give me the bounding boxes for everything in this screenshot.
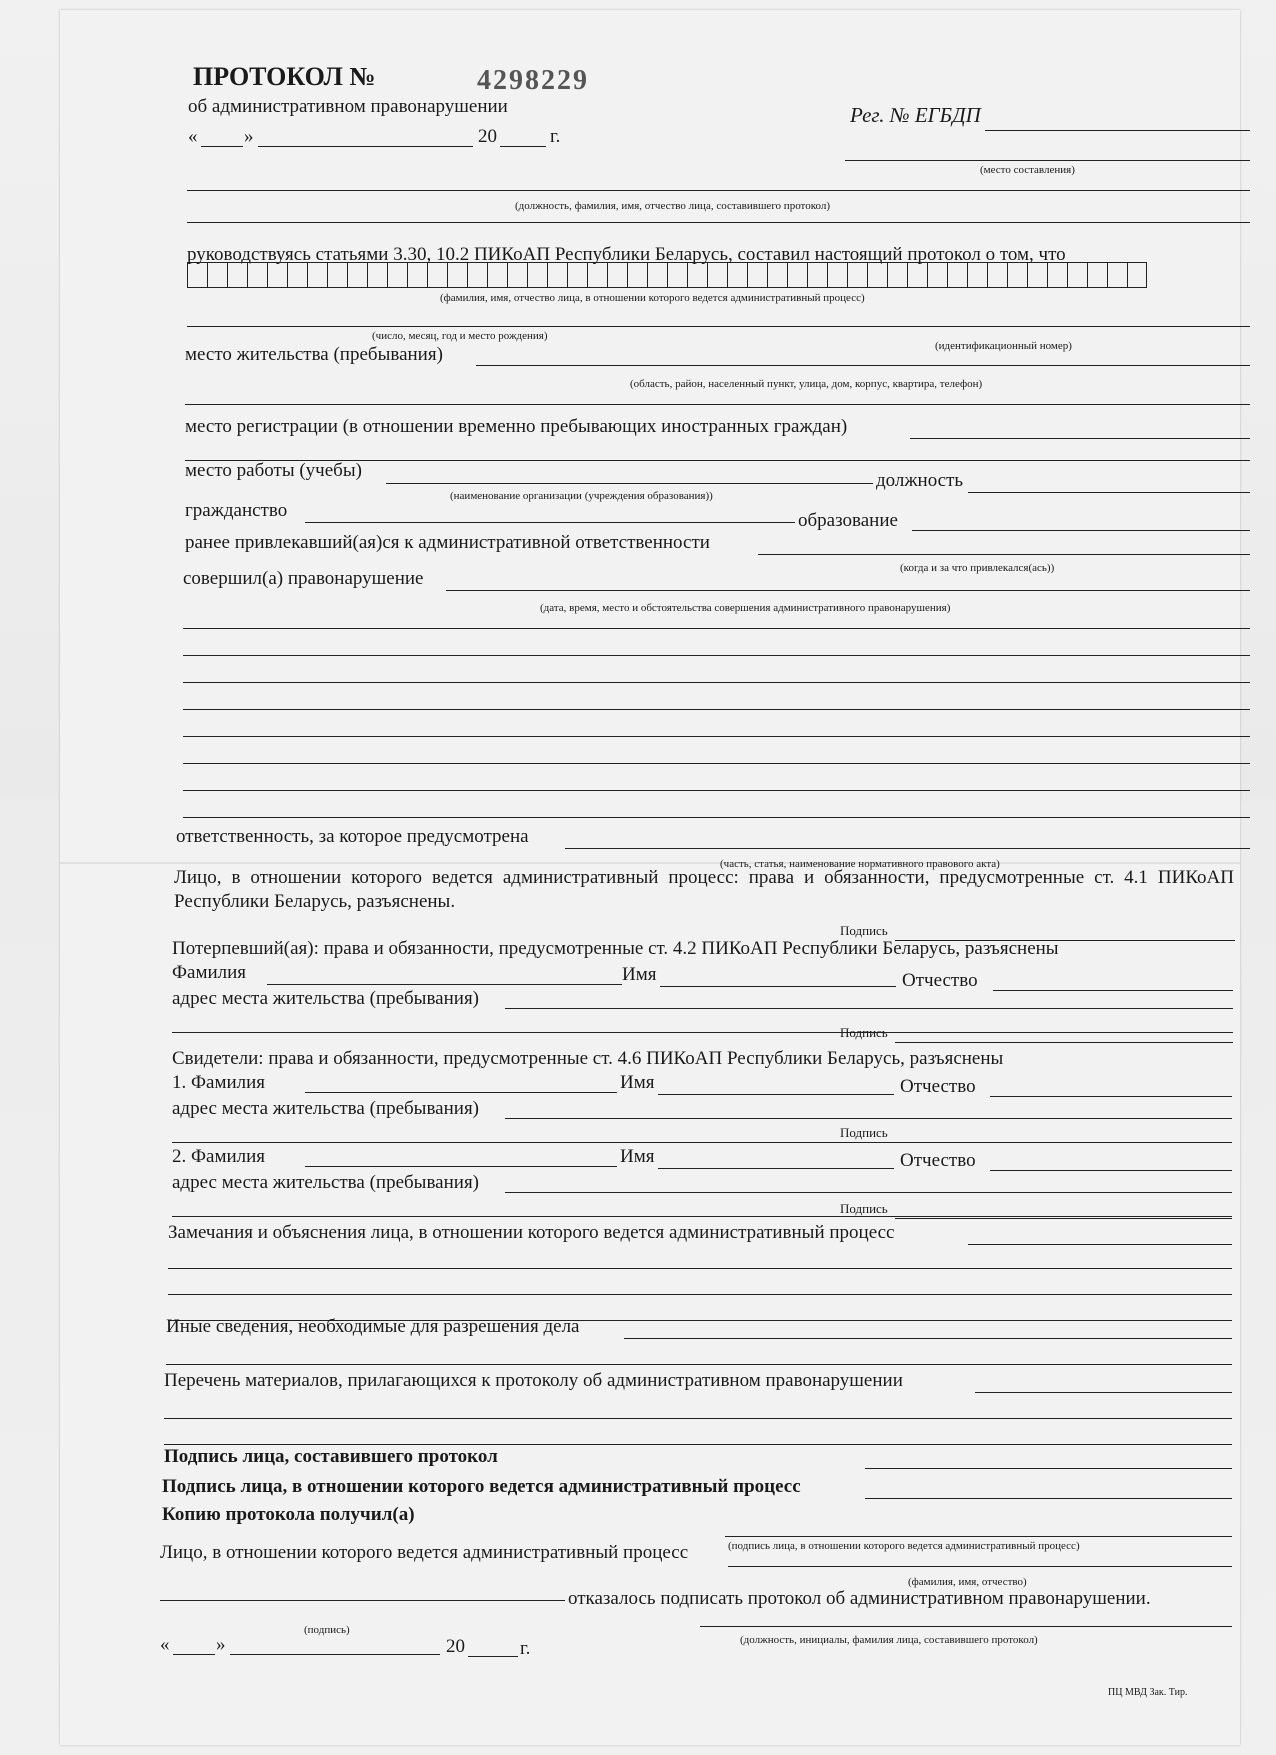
reg-number-line[interactable] (985, 130, 1250, 131)
responsibility-line[interactable] (565, 848, 1250, 849)
official-caption: (должность, фамилия, имя, отчество лица, составившего протокол) (515, 200, 830, 212)
date-open-quote: « (188, 126, 198, 147)
materials-line[interactable] (975, 1392, 1232, 1393)
sign-official-label: Подпись лица, составившего протокол (164, 1446, 498, 1467)
education-line[interactable] (912, 530, 1250, 531)
remarks-line-3[interactable] (168, 1294, 1232, 1295)
birth-caption: (число, месяц, год и место рождения) (372, 330, 548, 342)
official-short-line[interactable] (700, 1626, 1232, 1627)
person-caption: (фамилия, имя, отчество лица, в отношении которого ведется административный процесс) (440, 292, 865, 304)
witness1-surname-label: 1. Фамилия (172, 1072, 266, 1093)
footer-code: ПЦ МВД Зак. Тир. (1108, 1687, 1188, 1698)
signature-caption-2: Подпись (840, 1025, 888, 1040)
offense-line-5[interactable] (183, 736, 1250, 737)
sign-person-label: Подпись лица, в отношении которого ведется административный процесс (162, 1476, 801, 1497)
final-date-year-prefix: 20 (446, 1636, 465, 1657)
signature-line-4[interactable] (895, 1218, 1232, 1219)
guided-by-text: руководствуясь статьями 3.30, 10.2 ПИКоАП Республики Беларусь, составил настоящий протокол о том, что (187, 244, 1066, 265)
materials-label: Перечень материалов, прилагающихся к протоколу об административном правонарушении (164, 1370, 903, 1391)
responsibility-label: ответственность, за которое предусмотрена (176, 826, 529, 847)
offense-line-8[interactable] (183, 817, 1250, 818)
witness2-name-label: Имя (620, 1146, 655, 1167)
offense-line-7[interactable] (183, 790, 1250, 791)
witness1-address-label: адрес места жительства (пребывания) (172, 1098, 480, 1119)
registration-label: место регистрации (в отношении временно пребывающих иностранных граждан) (185, 416, 848, 437)
date-year-line[interactable] (500, 146, 546, 147)
witness2-surname-line[interactable] (305, 1166, 617, 1167)
address-caption: (область, район, населенный пункт, улица, дом, корпус, квартира, телефон) (630, 378, 983, 390)
signature-line-2[interactable] (895, 1042, 1233, 1043)
signature-caption-1: Подпись (840, 923, 888, 938)
final-date-month-line[interactable] (230, 1654, 440, 1655)
sig-person-caption: (подпись лица, в отношении которого ведется административный процесс) (728, 1540, 1080, 1552)
materials-line-3[interactable] (164, 1444, 1232, 1445)
witness1-name-label: Имя (620, 1072, 655, 1093)
other-info-line-2[interactable] (166, 1364, 1232, 1365)
offense-line-2[interactable] (183, 655, 1250, 656)
date-year-prefix: 20 (478, 126, 497, 147)
person-refused-fio-line[interactable] (728, 1566, 1232, 1567)
remarks-label: Замечания и объяснения лица, в отношении которого ведется административный процесс (168, 1222, 895, 1243)
witness2-patronymic-label: Отчество (900, 1150, 976, 1171)
official-short-caption: (должность, инициалы, фамилия лица, составившего протокол) (740, 1634, 1038, 1646)
date-year-suffix: г. (550, 126, 561, 147)
witness1-patronymic-line[interactable] (990, 1096, 1232, 1097)
other-info-line[interactable] (624, 1338, 1232, 1339)
date-close-quote: » (244, 126, 254, 147)
witness2-surname-label: 2. Фамилия (172, 1146, 266, 1167)
materials-line-2[interactable] (164, 1418, 1232, 1419)
work-label: место работы (учебы) (185, 460, 362, 481)
official-line-1[interactable] (187, 190, 1250, 191)
witnesses-text: Свидетели: права и обязанности, предусмотренные ст. 4.6 ПИКоАП Республики Беларусь, разъяснены (172, 1048, 1004, 1069)
final-date-open-quote: « (160, 1634, 170, 1655)
victim-patronymic-label: Отчество (902, 970, 978, 991)
sign-person-line[interactable] (865, 1498, 1232, 1499)
remarks-line-2[interactable] (168, 1268, 1232, 1269)
witness1-patronymic-label: Отчество (900, 1076, 976, 1097)
previously-label: ранее привлекавший(ая)ся к административной ответственности (185, 532, 710, 553)
witness2-name-line[interactable] (658, 1168, 894, 1169)
copy-received-label: Копию протокола получил(а) (162, 1504, 415, 1525)
law-caption: (часть, статья, наименование нормативного правового акта) (720, 858, 1000, 870)
victim-name-line[interactable] (660, 986, 896, 987)
signature-line-3[interactable] (895, 1142, 1232, 1143)
offense-caption: (дата, время, место и обстоятельства совершения административного правонарушения) (540, 602, 951, 614)
witness1-address-line[interactable] (505, 1118, 1232, 1119)
victim-text: Потерпевший(ая): права и обязанности, предусмотренные ст. 4.2 ПИКоАП Республики Беларусь, разъяснены (172, 938, 1059, 959)
registration-line[interactable] (910, 438, 1250, 439)
protocol-number: 4298229 (477, 65, 589, 96)
when-caption: (когда и за что привлекался(ась)) (900, 562, 1055, 574)
copy-received-line[interactable] (725, 1536, 1232, 1537)
committed-label: совершил(а) правонарушение (183, 568, 424, 589)
final-date-close-quote: » (216, 1634, 226, 1655)
offense-line-4[interactable] (183, 709, 1250, 710)
rights-person-text: Лицо, в отношении которого ведется административный процесс: права и обязанности, предусмотренные ст. 4.1 ПИКоАП Республики Беларусь, разъяснены. (174, 867, 1234, 912)
refused-text: отказалось подписать протокол об административном правонарушении. (568, 1588, 1151, 1609)
work-line[interactable] (386, 483, 873, 484)
offense-line-1[interactable] (183, 628, 1250, 629)
victim-surname-line[interactable] (267, 984, 622, 985)
committed-line[interactable] (446, 590, 1250, 591)
remarks-line[interactable] (968, 1244, 1232, 1245)
witness2-address-label: адрес места жительства (пребывания) (172, 1172, 480, 1193)
person-refused-intro: Лицо, в отношении которого ведется административный процесс (160, 1542, 689, 1563)
birth-line[interactable] (187, 326, 1250, 327)
victim-address-line-2[interactable] (172, 1032, 1233, 1033)
signature-caption-3: Подпись (840, 1125, 888, 1140)
signature-lower-caption: (подпись) (304, 1624, 350, 1636)
final-date-day-line[interactable] (173, 1654, 215, 1655)
residence-line-2[interactable] (185, 404, 1250, 405)
id-caption: (идентификационный номер) (935, 340, 1072, 352)
witness1-name-line[interactable] (658, 1094, 894, 1095)
victim-name-label: Имя (622, 964, 657, 985)
victim-surname-label: Фамилия (172, 962, 247, 983)
final-date-year-suffix: г. (520, 1638, 531, 1659)
position-label: должность (876, 470, 964, 491)
residence-line[interactable] (476, 365, 1250, 366)
fio-caption: (фамилия, имя, отчество) (908, 1576, 1027, 1588)
residence-label: место жительства (пребывания) (185, 344, 443, 365)
previously-line[interactable] (758, 554, 1250, 555)
person-name-boxes[interactable] (187, 262, 1147, 288)
paper-fold (60, 862, 1240, 864)
org-caption: (наименование организации (учреждения образования)) (450, 490, 713, 502)
witness1-surname-line[interactable] (305, 1092, 617, 1093)
refusal-signature-line[interactable] (160, 1600, 565, 1601)
citizenship-label: гражданство (185, 500, 288, 521)
victim-address-line[interactable] (505, 1008, 1233, 1009)
protocol-subtitle: об административном правонарушении (188, 96, 508, 117)
offense-line-6[interactable] (183, 763, 1250, 764)
education-label: образование (798, 510, 898, 531)
signature-caption-4: Подпись (840, 1201, 888, 1216)
victim-patronymic-line[interactable] (993, 990, 1233, 991)
final-date-year-line[interactable] (468, 1656, 518, 1657)
witness2-address-line[interactable] (505, 1192, 1232, 1193)
place-line[interactable] (845, 160, 1250, 161)
place-caption: (место составления) (980, 164, 1075, 176)
witness2-patronymic-line[interactable] (990, 1170, 1232, 1171)
official-line-2[interactable] (187, 222, 1250, 223)
witness2-address-line-2[interactable] (172, 1216, 1232, 1217)
offense-line-3[interactable] (183, 682, 1250, 683)
protocol-title: ПРОТОКОЛ № (193, 62, 376, 91)
date-month-line[interactable] (258, 146, 473, 147)
reg-label: Рег. № ЕГБДП (850, 103, 981, 127)
citizenship-line[interactable] (305, 522, 795, 523)
date-day-line[interactable] (201, 146, 243, 147)
sign-official-line[interactable] (865, 1468, 1232, 1469)
victim-address-label: адрес места жительства (пребывания) (172, 988, 480, 1009)
position-line[interactable] (968, 492, 1250, 493)
other-info-label: Иные сведения, необходимые для разрешения дела (166, 1316, 580, 1337)
